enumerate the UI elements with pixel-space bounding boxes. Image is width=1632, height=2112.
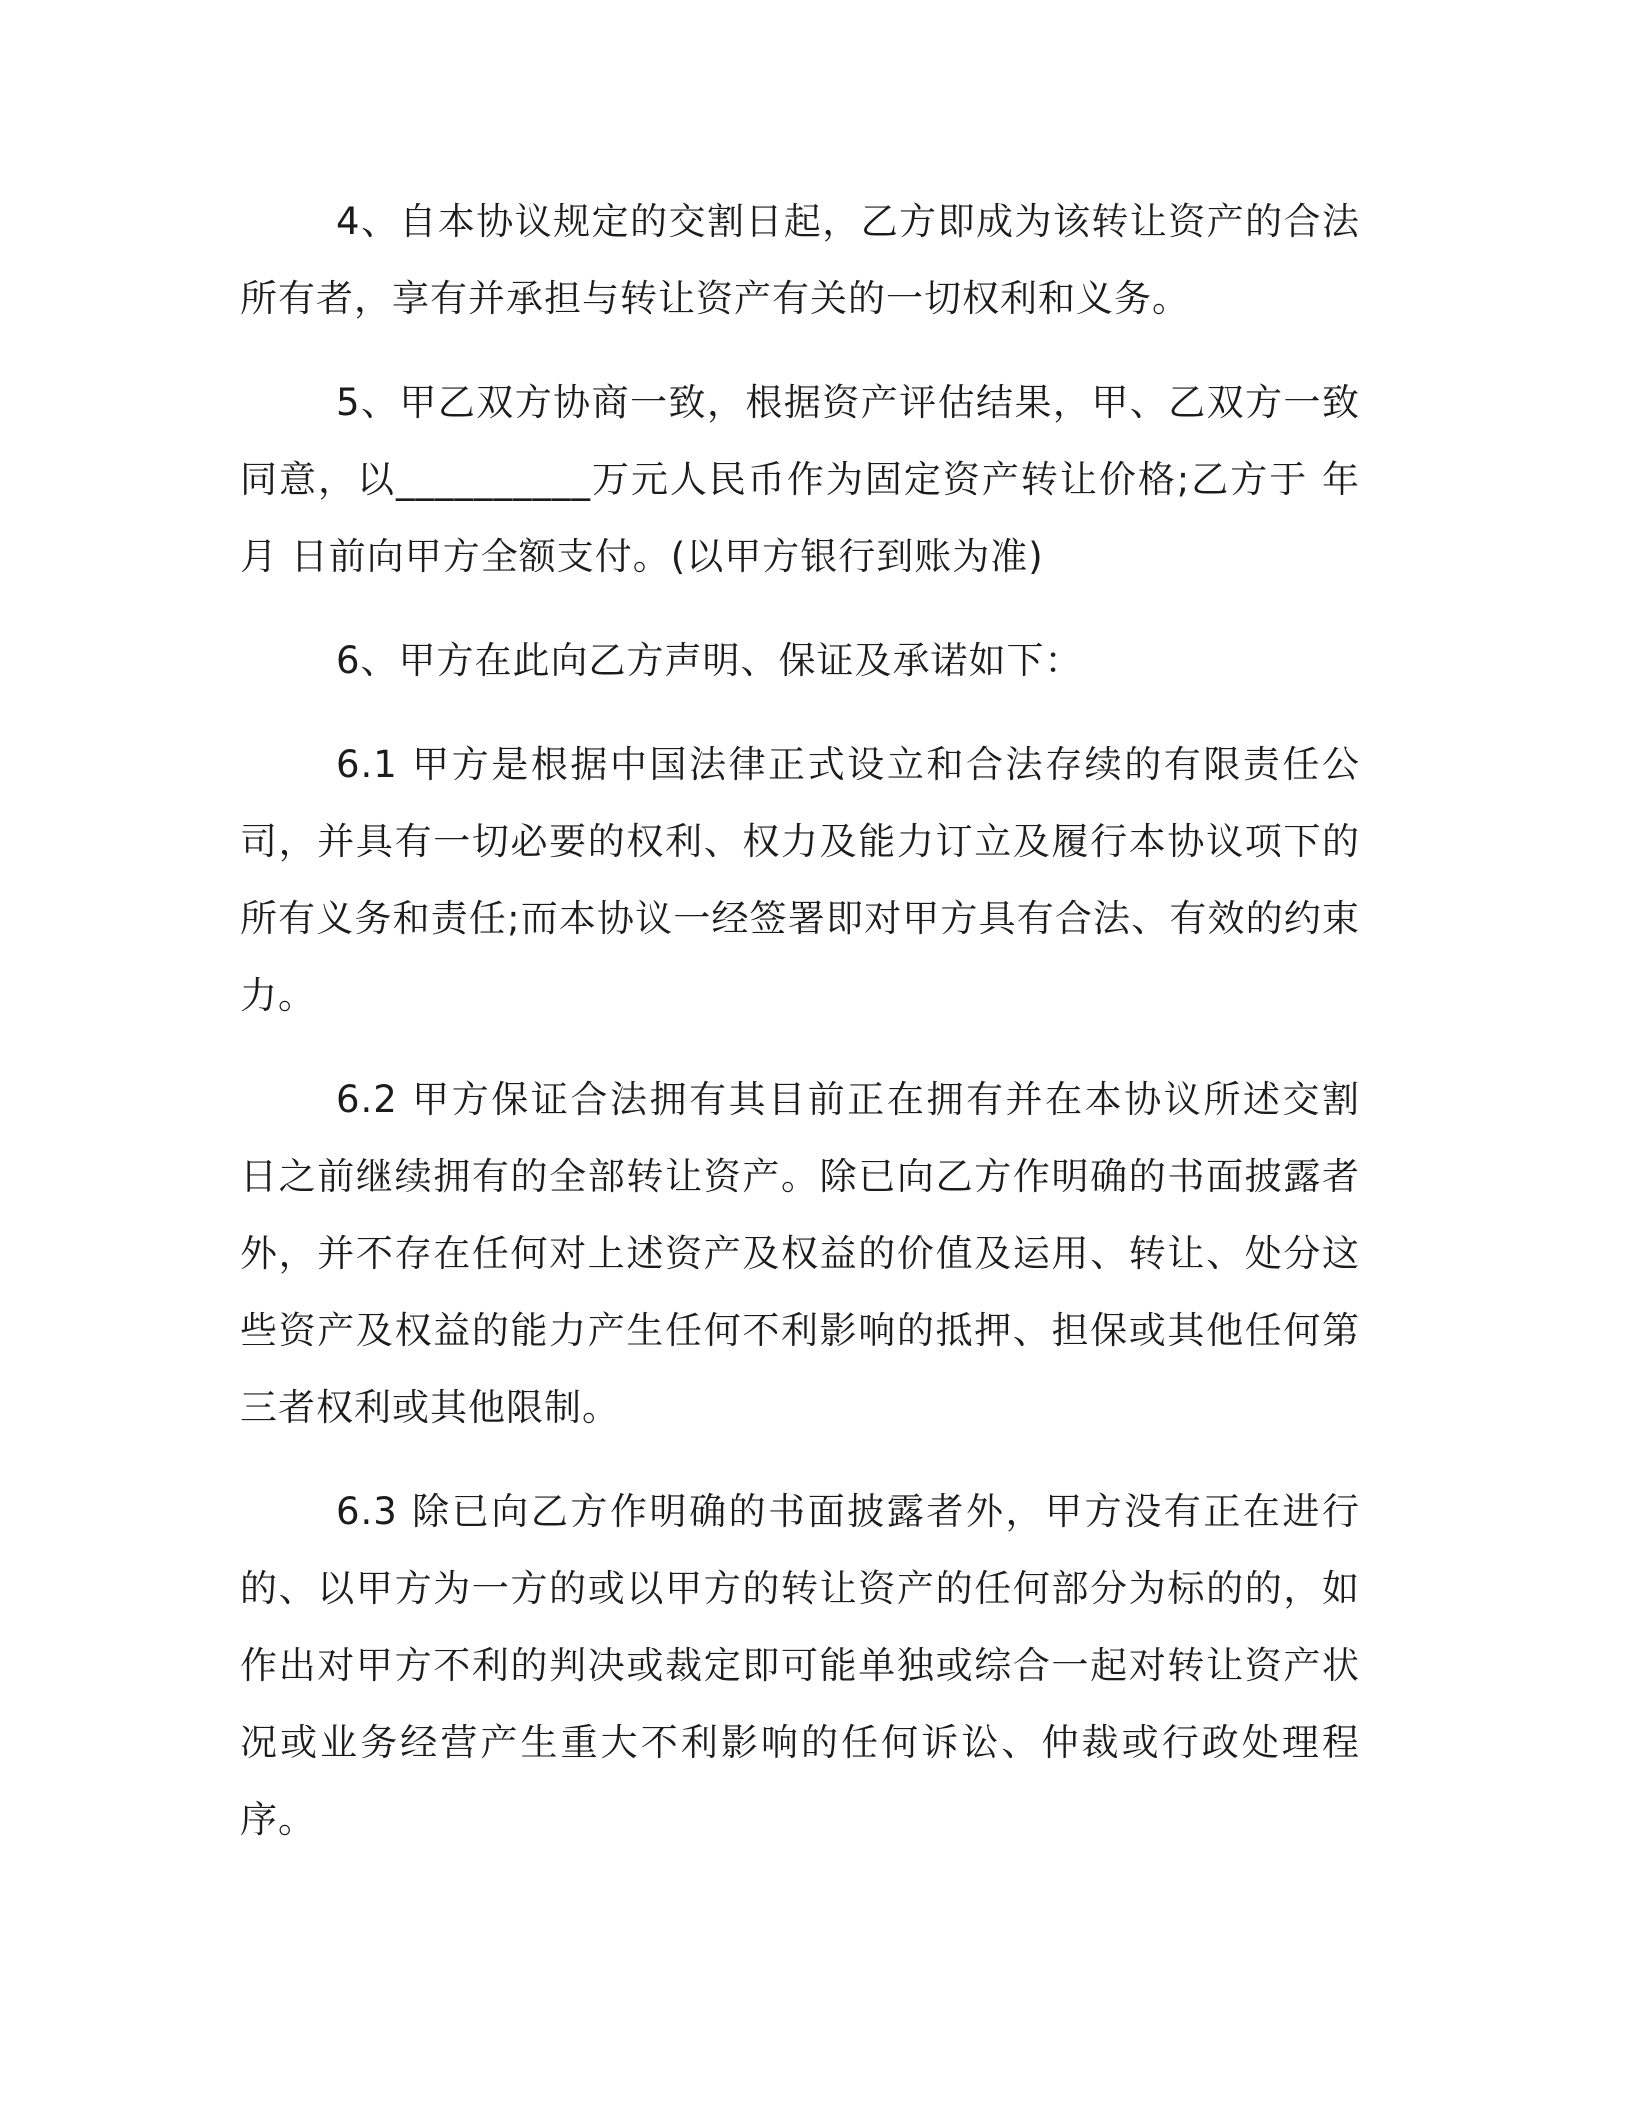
document-page [240, 183, 1360, 1885]
paragraph-clause-4: 4、自本协议规定的交割日起，乙方即成为该转让资产的合法所有者，享有并承担与转让资产有关的一切权利和义务。 [240, 200, 1360, 320]
paragraph-clause-5: 5、甲乙双方协商一致，根据资产评估结果，甲、乙双方一致同意，以__________万元人民币作为固定资产转让价格;乙方于 年 月 日前向甲方全额支付。(以甲方银行到账为准) [240, 381, 1360, 578]
paragraph-clause-6-1: 6.1 甲方是根据中国法律正式设立和合法存续的有限责任公司，并具有一切必要的权利、权力及能力订立及履行本协议项下的所有义务和责任;而本协议一经签署即对甲方具有合法、有效的约束力。 [240, 743, 1360, 1017]
paragraph-clause-6: 6、甲方在此向乙方声明、保证及承诺如下： [336, 639, 1083, 682]
paragraph-clause-6-2: 6.2 甲方保证合法拥有其目前正在拥有并在本协议所述交割日之前继续拥有的全部转让资产。除已向乙方作明确的书面披露者外，并不存在任何对上述资产及权益的价值及运用、转让、处分这些资产及权益的能力产生任何不利影响的抵押、担保或其他任何第三者权利或其他限制。 [240, 1078, 1360, 1429]
paragraph-clause-6-3: 6.3 除已向乙方作明确的书面披露者外，甲方没有正在进行的、以甲方为一方的或以甲方的转让资产的任何部分为标的的，如作出对甲方不利的判决或裁定即可能单独或综合一起对转让资产状况或业务经营产生重大不利影响的任何诉讼、仲裁或行政处理程序。 [240, 1490, 1360, 1841]
